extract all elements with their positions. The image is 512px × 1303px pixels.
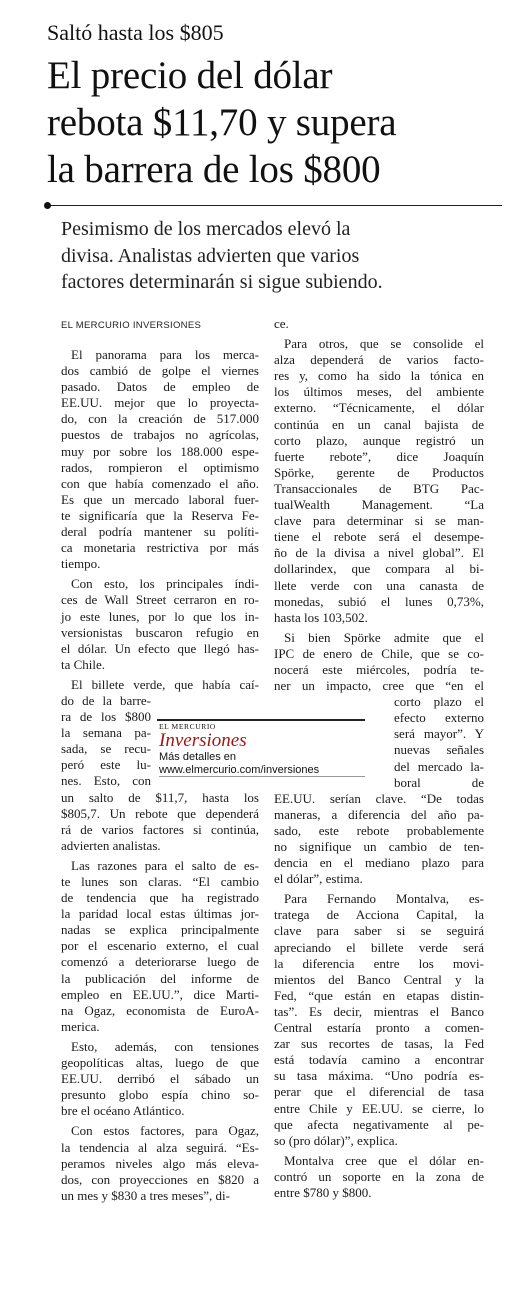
- text-line: clave para determinar si se man-: [274, 513, 484, 529]
- text-line: entre Chile y EE.UU. se cierre, lo: [274, 1100, 484, 1116]
- text-line: Es que un mercado laboral fuer-: [61, 491, 259, 507]
- text-line: rá de varios factores si continúa,: [61, 821, 259, 837]
- text-line: peramos niveles algo más eleva-: [61, 1155, 259, 1171]
- text-line: mientos del Banco Central y la: [274, 971, 484, 987]
- text-line: alza dependerá de varios facto-: [274, 352, 484, 368]
- promo-url-link[interactable]: www.elmercurio.com/inversiones: [159, 764, 320, 776]
- text-line: hasta los 103,502.: [274, 609, 368, 625]
- text-line: ce.: [274, 316, 289, 331]
- article-headline: [47, 52, 502, 193]
- deck-line: factores determinarán si sigue subiendo.: [61, 271, 383, 293]
- text-line: ño de la divisa a nivel global”. El: [274, 545, 484, 561]
- deck-line: divisa. Analistas advierten que varios: [61, 244, 360, 267]
- text-line: zar sus recortes de tasas, la Fed: [274, 1036, 484, 1052]
- promo-subtitle: Más detalles en: [159, 751, 237, 763]
- text-line: continúa en un canal bajista de: [274, 416, 484, 432]
- text-line: El billete verde, que había caí-: [71, 676, 259, 692]
- text-line: Las razones para el salto de es-: [71, 857, 259, 873]
- text-line: nes. Esto, con: [61, 773, 151, 789]
- text-line: dencia en el mediano plazo para: [274, 855, 484, 871]
- text-line: apreciando el billete verde será: [274, 939, 484, 955]
- text-line: ra de los $800: [61, 709, 151, 725]
- text-line: que afecta negativamente al pe-: [274, 1116, 484, 1132]
- text-line: $805,7. Un rebote que dependerá: [61, 805, 259, 821]
- text-line: Transaccionales de BTG Pac-: [274, 480, 484, 496]
- article-byline: EL MERCURIO INVERSIONES: [61, 320, 202, 331]
- text-line: res y, como ha sido la tónica en: [274, 368, 484, 384]
- headline-line: El precio del dólar: [47, 54, 333, 97]
- text-line: la paridad local estas últimas jor-: [61, 906, 259, 922]
- text-line: EE.UU. derribó el sábado un: [61, 1071, 259, 1087]
- text-line: tiempo.: [61, 556, 101, 572]
- text-line: externo. “Técnicamente, el dólar: [274, 400, 484, 416]
- text-line: el dólar”, estima.: [274, 871, 363, 887]
- rule-bullet-icon: [44, 202, 51, 209]
- text-line: dos, con proyecciones en $820 a: [61, 1171, 259, 1187]
- text-line: Con esto, los principales índi-: [71, 576, 259, 592]
- text-line: do, con la creación de 517.000: [61, 411, 259, 427]
- text-line: un mes y $830 a tres meses”, di-: [61, 1187, 230, 1203]
- text-line: tratega de Acciona Capital, la: [274, 907, 484, 923]
- text-line: te lunes son claras. “El cambio: [61, 874, 259, 889]
- text-line: tiene el rebote será el desempe-: [274, 529, 484, 545]
- text-line: nadas se explica principalmente: [61, 922, 259, 938]
- promo-title: Inversiones: [159, 730, 247, 751]
- text-line: con que había comenzado el año.: [61, 475, 259, 491]
- promo-bottom-rule: [159, 776, 365, 777]
- text-line: del mercado la-: [394, 758, 484, 774]
- text-line: bre el océano Atlántico.: [61, 1103, 185, 1119]
- text-line: tualWealth Management. “La: [274, 497, 484, 513]
- text-line: nuevas señales: [394, 742, 484, 758]
- text-line: presunto globo espía chino so-: [61, 1087, 259, 1103]
- text-line: la publicación del informe de: [61, 970, 259, 986]
- text-line: entre $780 y $800.: [274, 1184, 372, 1200]
- text-line: na Ogaz, economista de EuroA-: [61, 1002, 259, 1018]
- text-line: boral de: [394, 774, 484, 790]
- text-line: efecto externo: [394, 710, 484, 726]
- text-line: monedas, subió el lunes 0,73%,: [274, 593, 484, 609]
- text-line: por el escenario externo, el cual: [61, 938, 259, 954]
- text-line: la semana pa-: [61, 725, 151, 741]
- text-line: empleo en EE.UU.”, dice Marti-: [61, 986, 259, 1002]
- text-line: El panorama para los merca-: [71, 347, 259, 362]
- headline-rule: [47, 205, 502, 206]
- text-line: pasado. Datos de empleo de: [61, 379, 259, 395]
- text-line: sado, este rebote probablemente: [274, 822, 484, 838]
- text-line: comenzó a deteriorarse luego de: [61, 954, 259, 970]
- text-line: fuerte rebote”, dice Joaquín: [274, 448, 484, 464]
- text-line: maneras, a diferencia del año pa-: [274, 806, 484, 822]
- text-line: su tasa máxima. “Uno podría es-: [274, 1068, 484, 1084]
- text-line: rados, rompieron el optimismo: [61, 459, 259, 475]
- headline-line: rebota $11,70 y supera: [47, 101, 397, 144]
- text-line: versionistas buscaron refugio en: [61, 624, 259, 640]
- text-line: so (pro dólar)”, explica.: [274, 1132, 398, 1148]
- text-line: do de la barre-: [61, 692, 151, 708]
- text-line: Si bien Spörke admite que el: [284, 629, 484, 645]
- text-line: advierten analistas.: [61, 837, 161, 853]
- text-line: ta Chile.: [61, 656, 106, 672]
- text-line: dos cambió de golpe el viernes: [61, 363, 259, 379]
- article-kicker: Saltó hasta los $805: [47, 20, 224, 45]
- text-line: Montalva cree que el dólar en-: [284, 1152, 484, 1168]
- inversiones-promo-box: [153, 717, 365, 775]
- text-line: deral podría mantener su políti-: [61, 524, 259, 540]
- text-line: jo este lunes, por lo que los in-: [61, 608, 259, 624]
- text-line: los últimos meses, del ambiente: [274, 384, 484, 400]
- text-line: será mayor”. Y: [394, 726, 484, 742]
- text-line: EE.UU. serían clave. “De todas: [274, 790, 484, 806]
- text-line: corto plazo el: [394, 694, 484, 710]
- text-line: Fed, “que están en etapas distin-: [274, 987, 484, 1003]
- text-line: geopolíticas altas, luego de que: [61, 1055, 259, 1071]
- text-line: peró este lu-: [61, 757, 151, 773]
- text-line: Para Fernando Montalva, es-: [284, 891, 484, 907]
- text-line: está todavía camino a encontrar: [274, 1052, 484, 1068]
- text-line: ner un impacto, cree que “en el: [274, 678, 484, 694]
- text-line: dollarindex, que compara al bi-: [274, 561, 484, 577]
- text-line: muy por sobre los 188.000 espe-: [61, 443, 259, 459]
- text-line: merica.: [61, 1018, 100, 1034]
- text-line: puestos de trabajos no agrícolas,: [61, 427, 259, 443]
- text-line: Para otros, que se consolide el: [284, 336, 484, 352]
- text-line: contró un soporte en la zona de: [274, 1168, 484, 1184]
- text-line: EE.UU. mejor que lo proyecta-: [61, 395, 259, 411]
- text-line: el dólar. Un efecto que llegó has-: [61, 640, 259, 656]
- text-line: ca monetaria restrictiva por más: [61, 540, 259, 556]
- text-line: la diferencia entre los movi-: [274, 955, 484, 971]
- promo-brand: EL MERCURIO: [159, 722, 216, 731]
- text-line: ces de Wall Street cerraron en ro-: [61, 592, 259, 608]
- text-line: Con estos factores, para Ogaz,: [71, 1123, 259, 1139]
- text-line: corto plazo, aunque registró un: [274, 432, 484, 448]
- text-line: Spörke, gerente de Productos: [274, 464, 484, 480]
- text-line: te significaría que la Reserva Fe-: [61, 507, 259, 523]
- text-line: la tendencia al alza seguirá. “Es-: [61, 1139, 259, 1155]
- article-deck: [61, 216, 501, 296]
- headline-line: la barrera de los $800: [47, 148, 381, 191]
- promo-top-rule: [157, 719, 365, 721]
- text-line: sada, se recu-: [61, 741, 151, 757]
- text-line: no signifique un cambio de ten-: [274, 839, 484, 854]
- text-line: tas”. Es decir, mientras el Banco: [274, 1003, 484, 1019]
- text-line: Central estaría pronto a comen-: [274, 1020, 484, 1036]
- deck-line: Pesimismo de los mercados elevó la: [61, 218, 351, 240]
- text-line: de tendencia que ha registrado: [61, 890, 259, 906]
- text-line: clave para saber si se seguirá: [274, 923, 484, 939]
- text-line: perar que el diferencial de tasa: [274, 1084, 484, 1100]
- text-line: nocerá este miércoles, podría te-: [274, 661, 484, 677]
- text-line: IPC de enero de Chile, que se co-: [274, 645, 484, 661]
- text-line: Esto, además, con tensiones: [71, 1038, 259, 1054]
- text-line: llete verde con una canasta de: [274, 577, 484, 593]
- text-line: un salto de $11,7, hasta los: [61, 789, 259, 805]
